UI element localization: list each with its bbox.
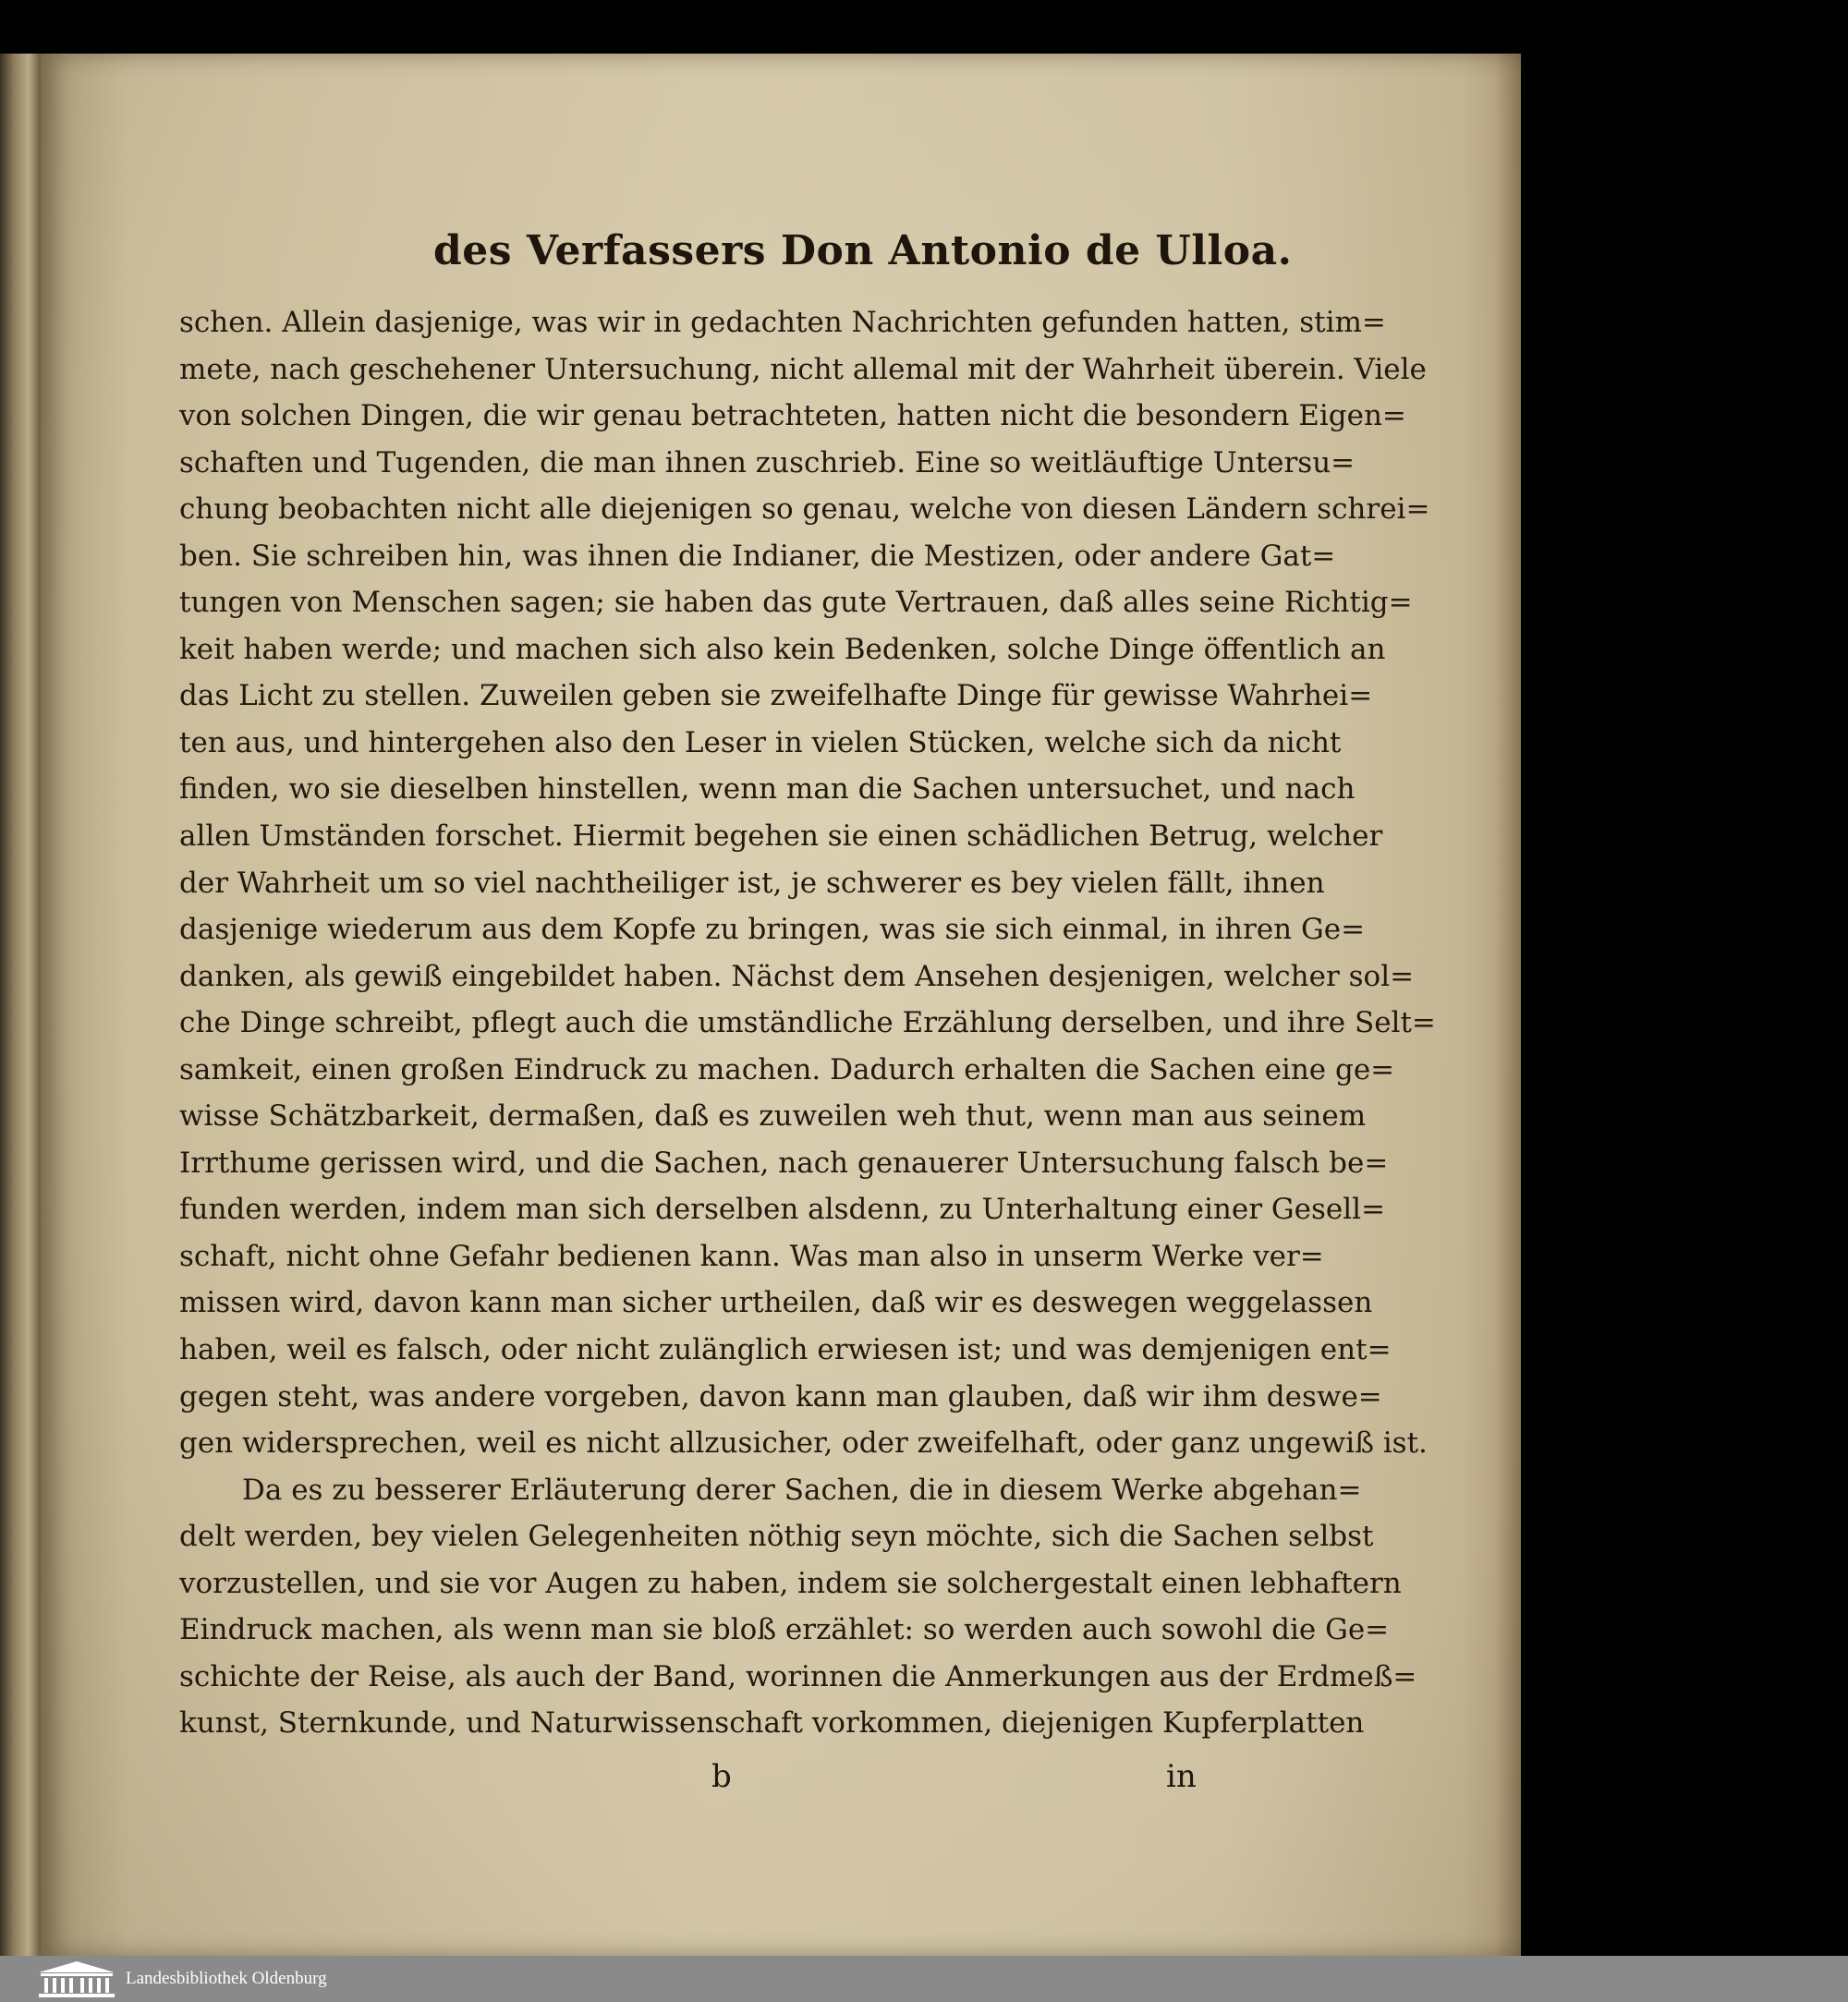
body-text — [179, 299, 1436, 1747]
text-line: kunst, Sternkunde, und Naturwissenschaft vorkommen, diejenigen Kupferplatten — [179, 1706, 1365, 1741]
text-line: finden, wo sie dieselben hinstellen, wenn man die Sachen untersuchet, und nach — [179, 772, 1356, 807]
text-line: samkeit, einen großen Eindruck zu machen. Dadurch erhalten die Sachen eine ge= — [179, 1052, 1395, 1086]
text-line: keit haben werde; und machen sich also kein Bedenken, solche Dinge öffentlich an — [179, 632, 1386, 666]
text-line: schichte der Reise, als auch der Band, worinnen die Anmerkungen aus der Erdmeß= — [179, 1659, 1417, 1693]
text-line: Irrthume gerissen wird, und die Sachen, nach genauerer Untersuchung falsch be= — [179, 1146, 1389, 1180]
left-page-edge — [0, 54, 41, 1956]
text-line: gen widersprechen, weil es nicht allzusicher, oder zweifelhaft, oder ganz ungewiß ist. — [179, 1426, 1428, 1461]
text-line: der Wahrheit um so viel nachtheiliger ist, je schwerer es bey vielen fällt, ihnen — [179, 866, 1325, 900]
text-line: schaften und Tugenden, die man ihnen zuschrieb. Eine so weitläuftige Untersu= — [179, 445, 1356, 479]
text-line: vorzustellen, und sie vor Augen zu haben, indem sie solchergestalt einen lebhaftern — [179, 1566, 1402, 1600]
text-line: allen Umständen forschet. Hiermit begehen sie einen schädlichen Betrug, welcher — [179, 819, 1383, 854]
text-line: schaft, nicht ohne Gefahr bedienen kann. Was man also in unserm Werke ver= — [179, 1239, 1324, 1273]
footer-bar — [0, 1956, 1848, 2002]
text-line: dasjenige wiederum aus dem Kopfe zu bringen, was sie sich einmal, in ihren Ge= — [179, 913, 1366, 947]
text-line: das Licht zu stellen. Zuweilen geben sie zweifelhafte Dinge für gewisse Wahrhei= — [179, 679, 1373, 713]
book-page — [41, 54, 1521, 1956]
text-line: funden werden, indem man sich derselben alsdenn, zu Unterhaltung einer Gesell= — [179, 1193, 1386, 1227]
text-line: tungen von Menschen sagen; sie haben das gute Vertrauen, daß alles seine Richtig= — [179, 586, 1413, 620]
text-line: chung beobachten nicht alle diejenigen so genau, welche von diesen Ländern schrei= — [179, 492, 1430, 527]
text-line: ten aus, und hintergehen also den Leser in vielen Stücken, welche sich da nicht — [179, 725, 1342, 759]
text-line: schen. Allein dasjenige, was wir in gedachten Nachrichten gefunden hatten, stim= — [179, 306, 1386, 339]
library-building-icon — [37, 1960, 116, 1998]
library-name: Landesbibliothek Oldenburg — [126, 1969, 327, 1988]
running-head: des Verfassers Don Antonio de Ulloa. — [433, 227, 1293, 274]
text-line: Da es zu besserer Erläuterung derer Sachen, die in diesem Werke abgehan= — [242, 1473, 1362, 1507]
text-line: missen wird, davon kann man sicher urtheilen, daß wir es deswegen weggelassen — [179, 1286, 1373, 1320]
text-line: delt werden, bey vielen Gelegenheiten nöthig seyn möchte, sich die Sachen selbst — [179, 1520, 1374, 1554]
signature-mark: b — [711, 1758, 732, 1795]
text-line: haben, weil es falsch, oder nicht zulänglich erwiesen ist; und was demjenigen ent= — [179, 1333, 1392, 1367]
text-line: ben. Sie schreiben hin, was ihnen die Indianer, die Mestizen, oder andere Gat= — [179, 539, 1336, 573]
page-right-shadow — [1495, 54, 1521, 1956]
text-line: von solchen Dingen, die wir genau betrachteten, hatten nicht die besondern Eigen= — [179, 399, 1406, 433]
catchword: in — [1166, 1758, 1197, 1795]
text-line: Eindruck machen, als wenn man sie bloß erzählet: so werden auch sowohl die Ge= — [179, 1613, 1390, 1647]
text-line: che Dinge schreibt, pflegt auch die umständliche Erzählung derselben, und ihre Selt= — [179, 1006, 1436, 1040]
text-line: wisse Schätzbarkeit, dermaßen, daß es zuweilen weh thut, wenn man aus seinem — [179, 1099, 1367, 1134]
text-line: mete, nach geschehener Untersuchung, nicht allemal mit der Wahrheit überein. Viele — [179, 352, 1427, 386]
text-line: danken, als gewiß eingebildet haben. Nächst dem Ansehen desjenigen, welcher sol= — [179, 959, 1415, 993]
text-line: gegen steht, was andere vorgeben, davon kann man glauben, daß wir ihm deswe= — [179, 1379, 1382, 1414]
